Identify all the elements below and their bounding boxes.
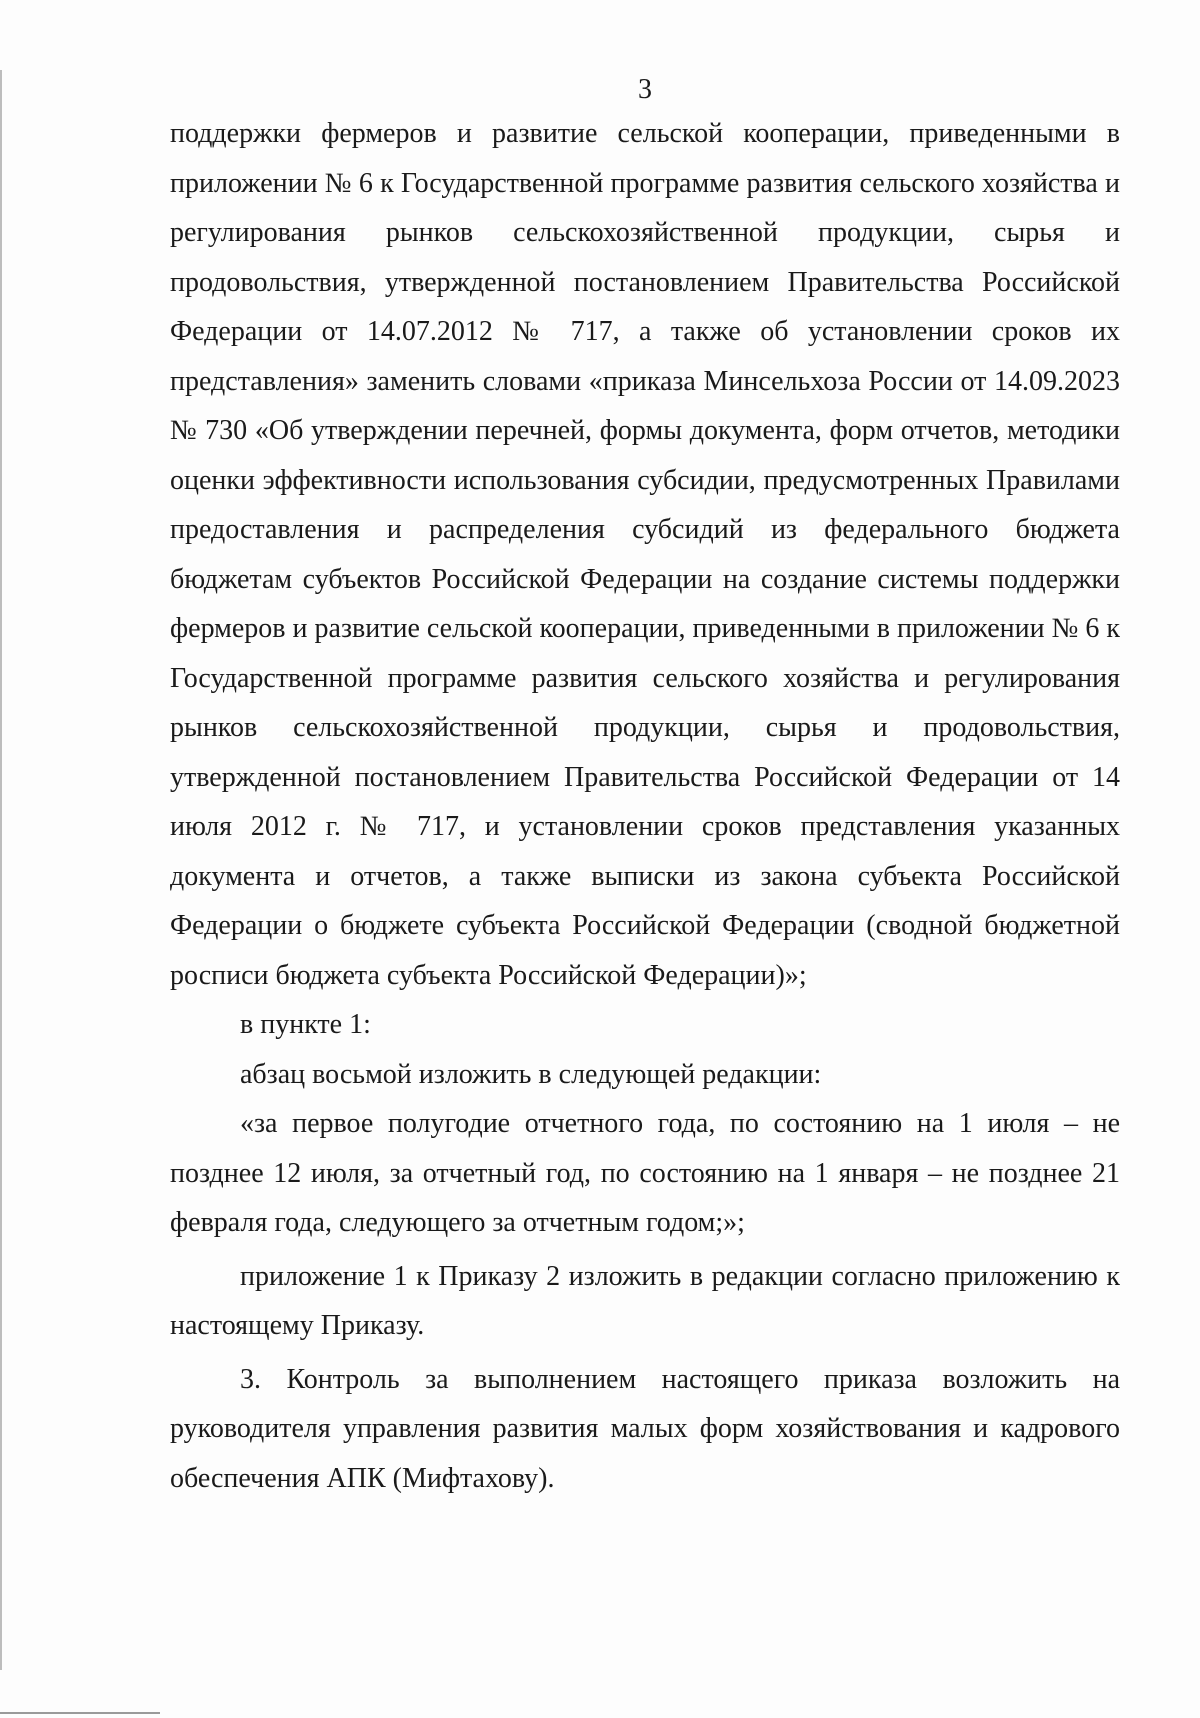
page-number: 3: [638, 74, 652, 105]
paragraph-quoted-deadline: «за первое полугодие отчетного года, по состоянию на 1 июля – не позднее 12 июля, за отчетный год, по состоянию на 1 января – не позднее 21 февраля года, следующего за отчетным годом;»;: [170, 1108, 1120, 1238]
paragraph-item-1: в пункте 1:: [240, 1009, 371, 1040]
paragraph-continuation: поддержки фермеров и развитие сельской кооперации, приведенными в приложении № 6 к Государственной программе развития сельского хозяйства и регулирования рынков сельскохозяйственной продукции, сырья и продовольствия, утвержденной постановлением Правительства Российской Федерации от 14.07.2012 № 717, а также об установлении сроков их представления» заменить словами «приказа Минсельхоза России от 14.09.2023 № 730 «Об утверждении перечней, формы документа, форм отчетов, методики оценки эффективности использования субсидии, предусмотренных Правилами предоставления и распределения субсидий из федерального бюджета бюджетам субъектов Российской Федерации на создание системы поддержки фермеров и развитие сельской кооперации, приведенными в приложении № 6 к Государственной программе развития сельского хозяйства и регулирования рынков сельскохозяйственной продукции, сырья и продовольствия, утвержденной постановлением Правительства Российской Федерации от 14 июля 2012 г. № 717, и установлении сроков представления указанных документа и отчетов, а также выписки из закона субъекта Российской Федерации о бюджете субъекта Российской Федерации (сводной бюджетной росписи бюджета субъекта Российской Федерации)»;: [170, 118, 1120, 991]
paragraph-paragraph-8: абзац восьмой изложить в следующей редакции:: [240, 1058, 822, 1090]
paragraph-control: 3. Контроль за выполнением настоящего приказа возложить на руководителя управления развития малых форм хозяйствования и кадрового обеспечения АПК (Мифтахову).: [170, 1363, 1120, 1494]
paragraph-appendix: приложение 1 к Приказу 2 изложить в редакции согласно приложению к настоящему Приказу.: [170, 1260, 1120, 1341]
document-body: [170, 109, 1120, 1503]
scan-edge-bottom: [0, 1712, 160, 1714]
scan-edge-left: [0, 70, 2, 1670]
